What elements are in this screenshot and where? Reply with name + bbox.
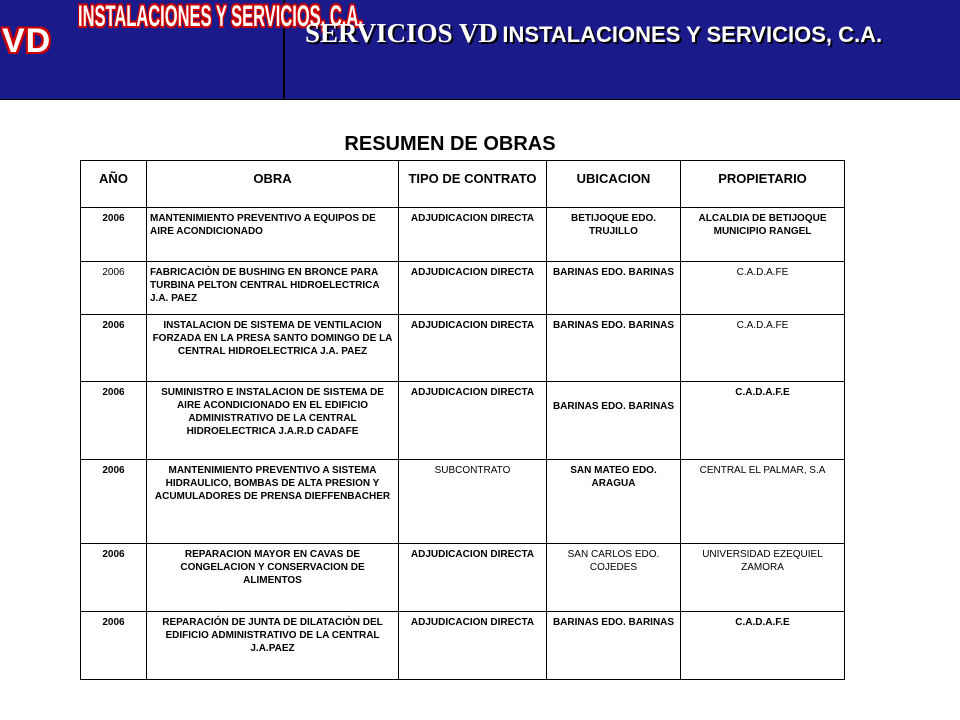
cell-owner: C.A.D.A.F.E — [681, 612, 845, 680]
cell-location: BARINAS EDO. BARINAS — [547, 315, 681, 382]
cell-year: 2006 — [81, 262, 147, 315]
table-header-row — [81, 161, 845, 208]
logo-company-text: INSTALACIONES Y SERVICIOS, C.A. — [78, 0, 363, 33]
cell-year: 2006 — [81, 460, 147, 544]
table-row — [81, 315, 845, 382]
cell-contract-type: ADJUDICACION DIRECTA — [399, 262, 547, 315]
company-logo — [0, 0, 363, 100]
col-header-year: AÑO — [81, 161, 147, 208]
cell-year: 2006 — [81, 544, 147, 612]
cell-location: BARINAS EDO. BARINAS — [547, 612, 681, 680]
col-header-location: UBICACION — [547, 161, 681, 208]
cell-work: INSTALACION DE SISTEMA DE VENTILACION FORZADA EN LA PRESA SANTO DOMINGO DE LA CENTRAL HIDROELECTRICA J.A. PAEZ — [147, 315, 399, 382]
cell-year: 2006 — [81, 315, 147, 382]
col-header-work: OBRA — [147, 161, 399, 208]
cell-work: REPARACION MAYOR EN CAVAS DE CONGELACION Y CONSERVACION DE ALIMENTOS — [147, 544, 399, 612]
cell-location: BARINAS EDO. BARINAS — [547, 262, 681, 315]
cell-year: 2006 — [81, 382, 147, 460]
header-title — [305, 18, 882, 49]
cell-contract-type: ADJUDICACION DIRECTA — [399, 612, 547, 680]
cell-work: SUMINISTRO E INSTALACION DE SISTEMA DE AIRE ACONDICIONADO EN EL EDIFICIO ADMINISTRATIVO DE LA CENTRAL HIDROELECTRICA J.A.R.D CADAFE — [147, 382, 399, 460]
cell-owner: ALCALDIA DE BETIJOQUE MUNICIPIO RANGEL — [681, 208, 845, 262]
cell-owner: C.A.D.A.FE — [681, 262, 845, 315]
cell-location: BETIJOQUE EDO. TRUJILLO — [547, 208, 681, 262]
table-row — [81, 612, 845, 680]
table-row — [81, 460, 845, 544]
cell-contract-type: ADJUDICACION DIRECTA — [399, 544, 547, 612]
table-row — [81, 544, 845, 612]
cell-location: SAN CARLOS EDO. COJEDES — [547, 544, 681, 612]
cell-year: 2006 — [81, 612, 147, 680]
cell-contract-type: SUBCONTRATO — [399, 460, 547, 544]
header-title-part2: INSTALACIONES Y SERVICIOS, C.A. — [502, 22, 883, 47]
cell-year: 2006 — [81, 208, 147, 262]
cell-owner: UNIVERSIDAD EZEQUIEL ZAMORA — [681, 544, 845, 612]
table-row — [81, 262, 845, 315]
cell-contract-type: ADJUDICACION DIRECTA — [399, 382, 547, 460]
table-row — [81, 208, 845, 262]
cell-contract-type: ADJUDICACION DIRECTA — [399, 208, 547, 262]
cell-contract-type: ADJUDICACION DIRECTA — [399, 315, 547, 382]
cell-work: FABRICACIÒN DE BUSHING EN BRONCE PARA TURBINA PELTON CENTRAL HIDROELECTRICA J.A. PAEZ — [147, 262, 399, 315]
cell-work: MANTENIMIENTO PREVENTIVO A SISTEMA HIDRAULICO, BOMBAS DE ALTA PRESION Y ACUMULADORES DE PRENSA DIEFFENBACHER — [147, 460, 399, 544]
cell-work: REPARACIÓN DE JUNTA DE DILATACIÒN DEL EDIFICIO ADMINISTRATIVO DE LA CENTRAL J.A.PAEZ — [147, 612, 399, 680]
cell-owner: C.A.D.A.F.E — [681, 382, 845, 460]
cell-location: SAN MATEO EDO. ARAGUA — [547, 460, 681, 544]
logo-vd-text: VD — [2, 22, 52, 60]
cell-work: MANTENIMIENTO PREVENTIVO A EQUIPOS DE AIRE ACONDICIONADO — [147, 208, 399, 262]
header-title-part1: SERVICIOS VD — [305, 18, 498, 48]
cell-owner: C.A.D.A.FE — [681, 315, 845, 382]
page-title: RESUMEN DE OBRAS — [344, 133, 556, 155]
cell-location: BARINAS EDO. BARINAS — [547, 382, 681, 460]
col-header-contract-type: TIPO DE CONTRATO — [399, 161, 547, 208]
header-banner — [0, 0, 960, 100]
table-row — [81, 382, 845, 460]
col-header-owner: PROPIETARIO — [681, 161, 845, 208]
cell-owner: CENTRAL EL PALMAR, S.A — [681, 460, 845, 544]
works-table — [80, 160, 845, 680]
